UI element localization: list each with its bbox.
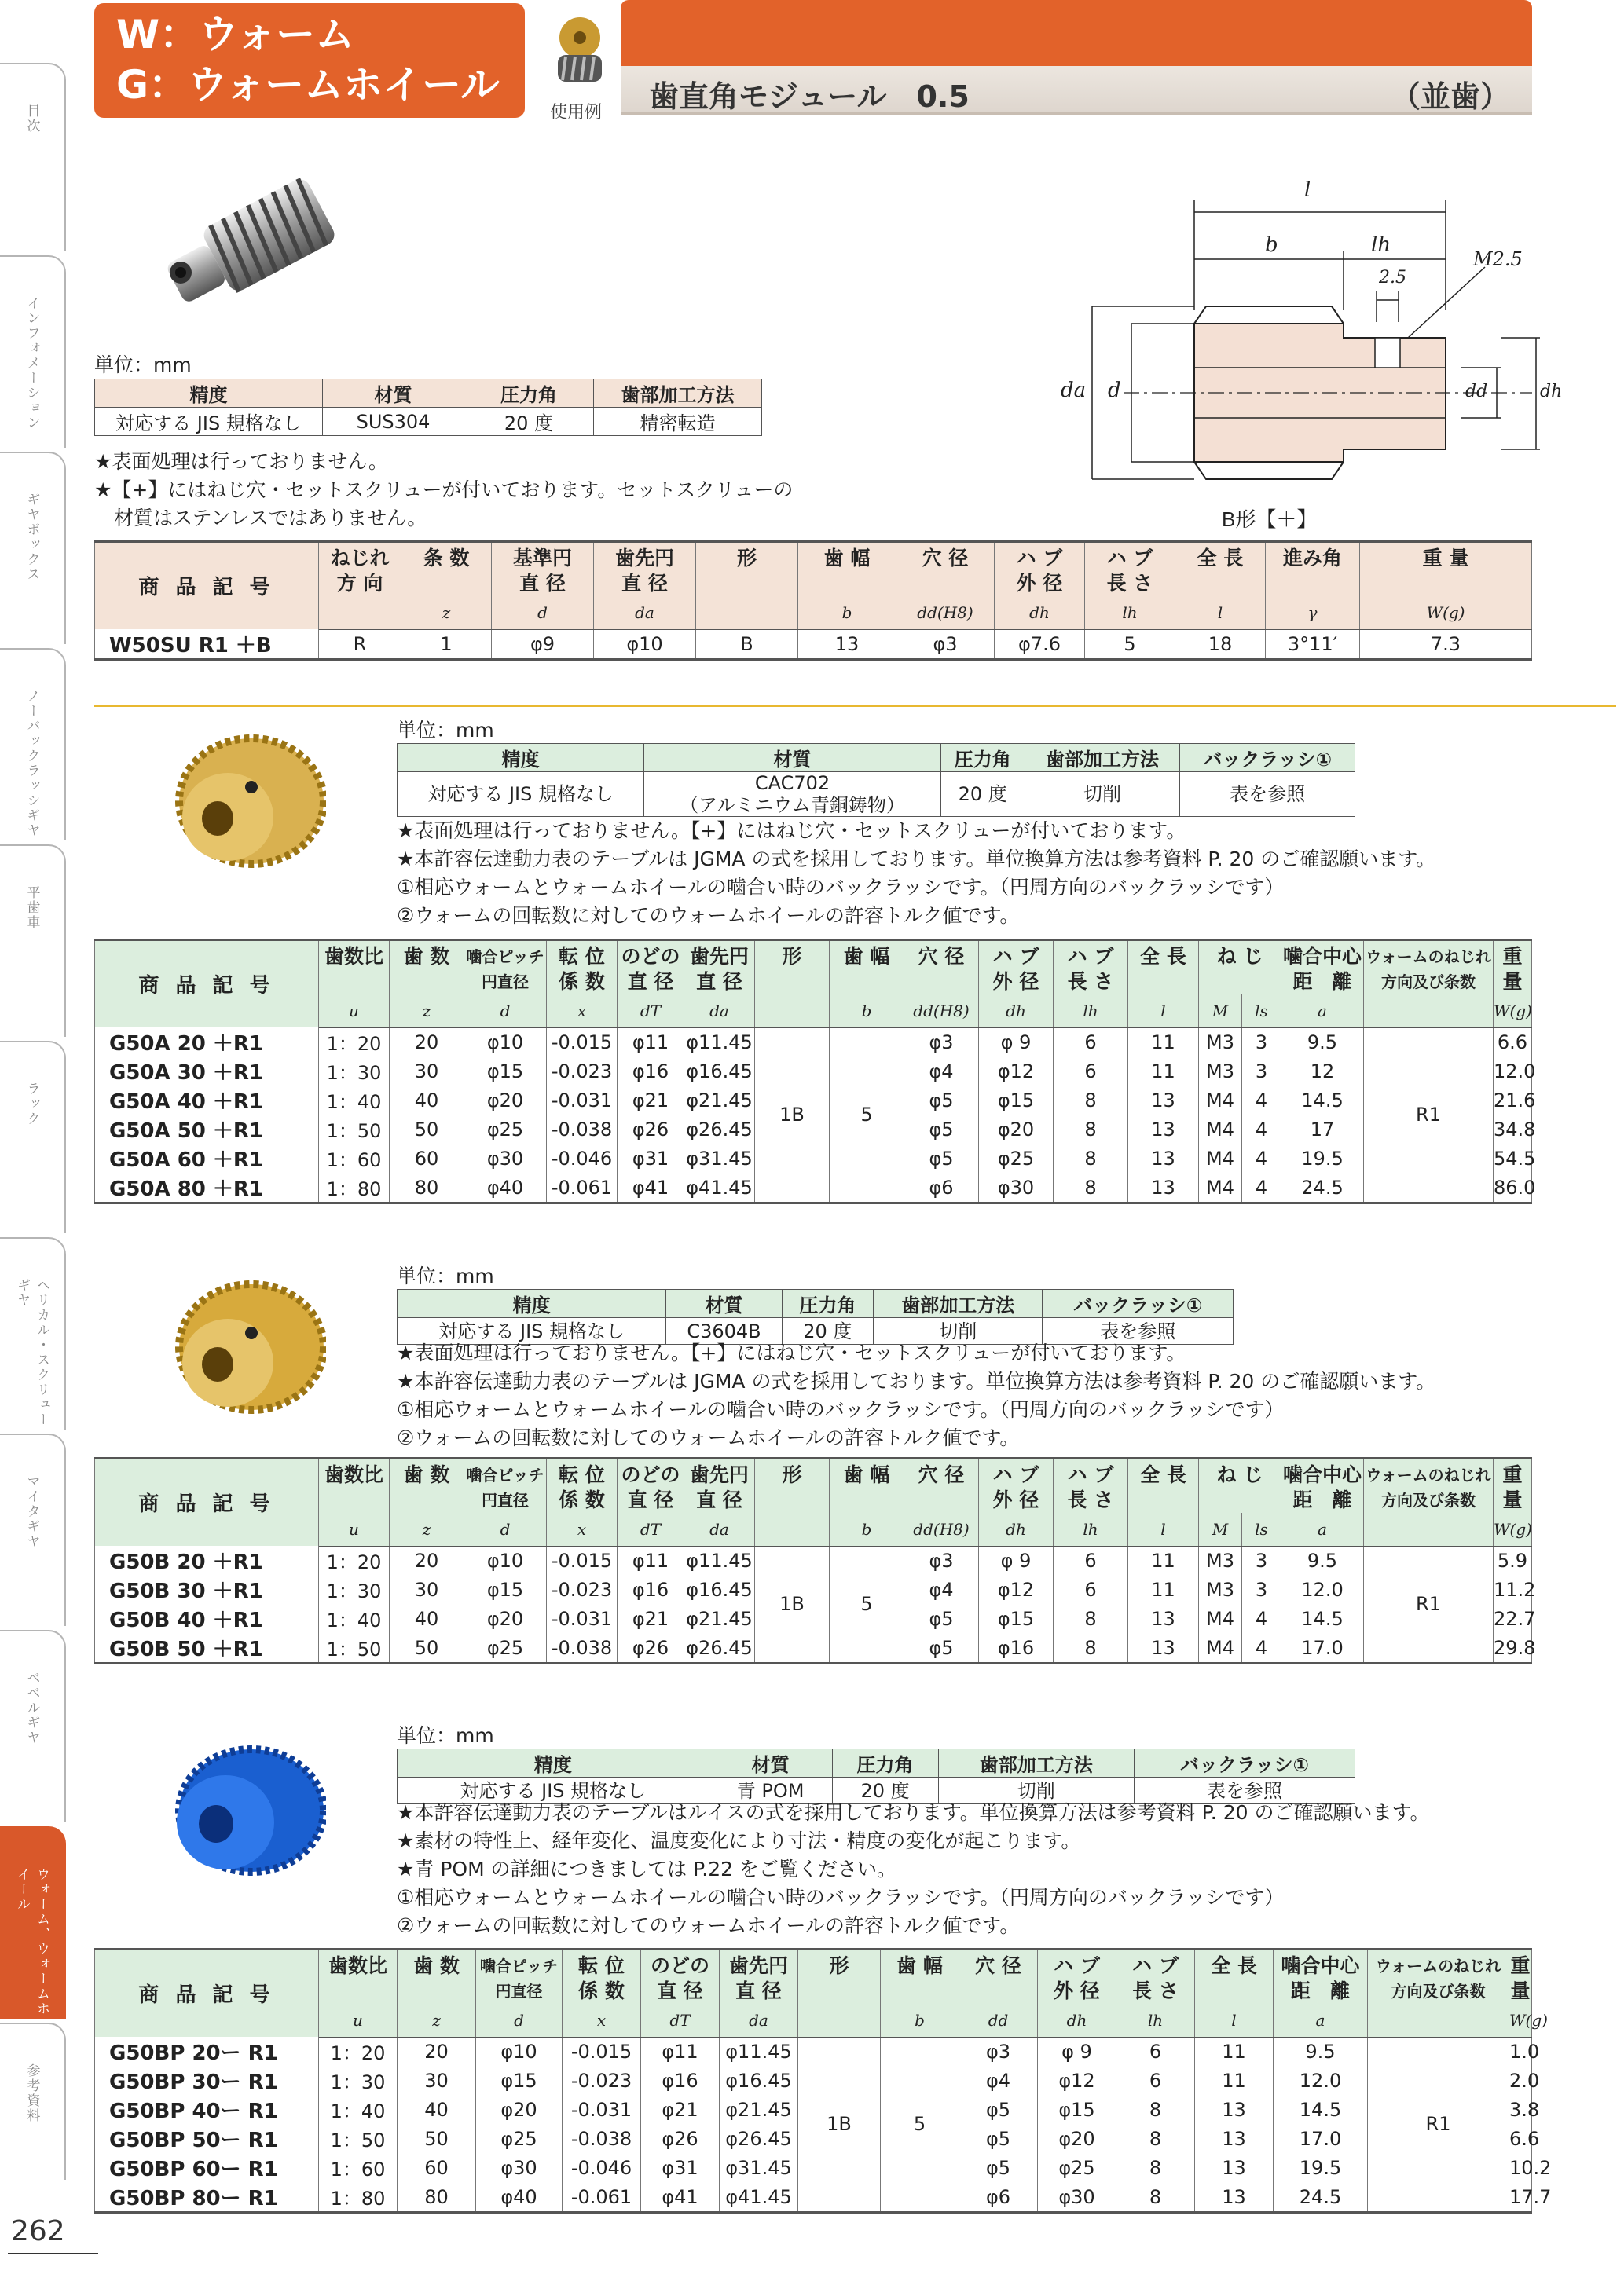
- side-tab-contents[interactable]: 目次: [0, 63, 66, 251]
- side-tab-worm[interactable]: ウォーム、ウォームホイール: [0, 1826, 66, 2019]
- header-band: [621, 0, 1532, 66]
- dim-2-5: 2.5: [1379, 268, 1406, 287]
- dim-dd: dd: [1465, 382, 1488, 401]
- page-title: W：ウォーム G：ウォームホイール: [94, 3, 525, 118]
- dim-lh: lh: [1371, 233, 1391, 257]
- page-number-rule: [8, 2253, 98, 2254]
- pom-wheel-photo: [161, 1736, 326, 1885]
- table-row: G50A 20 ＋R1 1：20 20 φ10 -0.015 φ11 φ11.45 1B 5 φ3 φ 9 6 11 M3 3 9.5 R1 6.6: [95, 1027, 1532, 1056]
- bronze-wheel-photo: [161, 1276, 326, 1426]
- wheel-unit: 単位：mm: [397, 1265, 494, 1287]
- worm-dimension-diagram: [1045, 173, 1611, 542]
- wheel-table: 商 品 記 号 歯数比 歯 数 噛合ピッチ 円直径 転 位 係 数 のどの 直 径 歯先円 直 径 形 歯 幅 穴 径 ハ ブ 外 径 ハ ブ 長 さ 全 長 ね じ 噛合中心 距 離 ウォームのねじれ 方向及び条数 重 量 u z d x dT da b dd(H8) dh lh l M ls a W(g) G50A 20 ＋R1 1：20 20 φ10 -0.015 φ11 φ11.45 1B 5 φ3 φ 9 6 11 M3 3 9.5 R1 6.6 G50A 30 ＋R1 1：30 30 φ15 -0.023 φ16 φ16.45 φ4 φ12 6 11 M3 3 12 12.0 G50A 40 ＋R1 1：40 40 φ20 -0.031 φ21 φ21.45 φ5 φ15 8 13 M4 4 14.5 21.6 G50A 50 ＋R1 1：50 50 φ25 -0.038 φ26 φ26.45 φ5 φ20 8 13 M4 4 17 34.8 G50A 60 ＋R1 1：60 60 φ30 -0.046 φ31 φ31.45 φ5 φ25 8 13 M4 4 19.5 54.5 G50A 80 ＋R1 1：80 80 φ40 -0.061 φ41 φ41.45 φ6 φ30 8 13 M4 4 24.5 86.0: [94, 939, 1532, 1204]
- side-tab-miter[interactable]: マイタギヤ: [0, 1434, 66, 1626]
- dim-da: da: [1061, 379, 1087, 402]
- table-row: G50A 80 ＋R1 1：80 80 φ40 -0.061 φ41 φ41.45 φ6 φ30 8 13 M4 4 24.5 86.0: [95, 1173, 1532, 1203]
- wheel-notes: ★表面処理は行っておりません。【+】にはねじ穴・セットスクリューが付いております。 ★本許容伝達動力表のテーブルは JGMA の式を採用しております。単位換算方法は参考資料 P. 20 のご確認願います。 ①相応ウォームとウォームホイールの噛合い時のバックラッシです。（円周方向のバックラッシです） ②ウォームの回転数に対してのウォームホイールの許容トルク値です。: [397, 1342, 1436, 1449]
- table-row: G50B 50 ＋R1 1：50 50 φ25 -0.038 φ26 φ26.45 φ5 φ16 8 13 M4 4 17.0 29.8: [95, 1633, 1532, 1664]
- bronze-wheel-photo: [161, 731, 326, 880]
- table-row: G50B 40 ＋R1 1：40 40 φ20 -0.031 φ21 φ21.45 φ5 φ15 8 13 M4 4 14.5 22.7: [95, 1604, 1532, 1633]
- tooth-type: （並歯）: [1390, 79, 1510, 114]
- worm-notes: ★表面処理は行っておりません。 ★【+】にはねじ穴・セットスクリューが付いております。セットスクリューの 材質はステンレスではありません。: [94, 450, 794, 529]
- side-tab-spur[interactable]: 平歯車: [0, 844, 66, 1037]
- dim-dh: dh: [1540, 382, 1563, 401]
- module-subtitle: 歯直角モジュール 0.5: [649, 79, 970, 114]
- diagram-caption: B形【＋】: [1222, 507, 1318, 531]
- wheel-spec-table: 精度 材質 圧力角 歯部加工方法 バックラッシ① 対応する JIS 規格なし 青 POM 20 度 切削 表を参照: [397, 1749, 1355, 1804]
- table-row: W50SU R1 ＋B R 1 φ9 φ10 B 13 φ3 φ7.6 5 18 3°11′ 7.3: [95, 629, 1532, 660]
- table-row: G50BP 50ー R1 1：50 50 φ25 -0.038 φ26 φ26.45 φ5 φ20 8 13 17.0 6.6: [95, 2124, 1532, 2153]
- side-tab-gearbox[interactable]: ギヤボックス: [0, 452, 66, 644]
- side-tab-helical[interactable]: ヘリカル・スクリューギヤ: [0, 1237, 66, 1430]
- table-row: G50B 30 ＋R1 1：30 30 φ15 -0.023 φ16 φ16.45 φ4 φ12 6 11 M3 3 12.0 11.2: [95, 1575, 1532, 1604]
- worm-table: 商 品 記 号 ねじれ 方 向 条 数 基準円 直 径 歯先円 直 径 形 歯 幅 穴 径 ハ ブ 外 径 ハ ブ 長 さ 全 長 進み角 重 量 z d da b dd(H8) dh lh l γ W(g) W50SU R1 ＋B R 1 φ9 φ10 B 13 φ3 φ7.6 5 18 3°11′ 7.3: [94, 540, 1532, 661]
- side-tab-information[interactable]: インフォメーション: [0, 255, 66, 448]
- dim-l: l: [1304, 178, 1311, 202]
- page-number: 262: [11, 2215, 65, 2247]
- side-tab-bevel[interactable]: ベベルギヤ: [0, 1630, 66, 1822]
- side-tab-rack[interactable]: ラック: [0, 1041, 66, 1233]
- dim-d: d: [1108, 379, 1121, 402]
- table-row: G50A 30 ＋R1 1：30 30 φ15 -0.023 φ16 φ16.45 φ4 φ12 6 11 M3 3 12 12.0: [95, 1056, 1532, 1086]
- dim-b: b: [1265, 233, 1278, 257]
- table-row: G50BP 20ー R1 1：20 20 φ10 -0.015 φ11 φ11.45 1B 5 φ3 φ 9 6 11 9.5 R1 1.0: [95, 2037, 1532, 2066]
- wheel-notes: ★本許容伝達動力表のテーブルはルイスの式を採用しております。単位換算方法は参考資料 P. 20 のご確認願います。 ★素材の特性上、経年変化、温度変化により寸法・精度の変化が起こります。 ★青 POM の詳細につきましては P.22 をご覧ください。 ①相応ウォームとウォームホイールの噛合い時のバックラッシです。（円周方向のバックラッシです） ②ウォームの回転数に対してのウォームホイールの許容トルク値です。: [397, 1801, 1430, 1937]
- usage-example-label: 使用例: [550, 103, 603, 123]
- wheel-table: 商 品 記 号 歯数比 歯 数 噛合ピッチ 円直径 転 位 係 数 のどの 直 径 歯先円 直 径 形 歯 幅 穴 径 ハ ブ 外 径 ハ ブ 長 さ 全 長 噛合中心 距 離 ウォームのねじれ 方向及び条数 重 量 u z d x dT da b dd dh lh l a W(g) G50BP 20ー R1 1：20 20 φ10 -0.015 φ11 φ11.45 1B 5 φ3 φ 9 6 11 9.5 R1 1.0 G50BP 30ー R1 1：30 30 φ15 -0.023 φ16 φ16.45 φ4 φ12 6 11 12.0 2.0 G50BP 40ー R1 1：40 40 φ20 -0.031 φ21 φ21.45 φ5 φ15 8 13 14.5 3.8 G50BP 50ー R1 1：50 50 φ25 -0.038 φ26 φ26.45 φ5 φ20 8 13 17.0 6.6 G50BP 60ー R1 1：60 60 φ30 -0.046 φ31 φ31.45 φ5 φ25 8 13 19.5 10.2 G50BP 80ー R1 1：80 80 φ40 -0.061 φ41 φ41.45 φ6 φ30 8 13 24.5 17.7: [94, 1948, 1532, 2214]
- worm-spec-table: 精度 材質 圧力角 歯部加工方法 対応する JIS 規格なし SUS304 20 度 精密転造: [94, 379, 762, 436]
- side-tab-reference[interactable]: 参考資料: [0, 2023, 66, 2180]
- wheel-notes: ★表面処理は行っておりません。【+】にはねじ穴・セットスクリューが付いております。 ★本許容伝達動力表のテーブルは JGMA の式を採用しております。単位換算方法は参考資料 P. 20 のご確認願います。 ①相応ウォームとウォームホイールの噛合い時のバックラッシです。（円周方向のバックラッシです） ②ウォームの回転数に対してのウォームホイールの許容トルク値です。: [397, 819, 1436, 927]
- wheel-table: 商 品 記 号 歯数比 歯 数 噛合ピッチ 円直径 転 位 係 数 のどの 直 径 歯先円 直 径 形 歯 幅 穴 径 ハ ブ 外 径 ハ ブ 長 さ 全 長 ね じ 噛合中心 距 離 ウォームのねじれ 方向及び条数 重 量 u z d x dT da b dd(H8) dh lh l M ls a W(g) G50B 20 ＋R1 1：20 20 φ10 -0.015 φ11 φ11.45 1B 5 φ3 φ 9 6 11 M3 3 9.5 R1 5.9 G50B 30 ＋R1 1：30 30 φ15 -0.023 φ16 φ16.45 φ4 φ12 6 11 M3 3 12.0 11.2 G50B 40 ＋R1 1：40 40 φ20 -0.031 φ21 φ21.45 φ5 φ15 8 13 M4 4 14.5 22.7 G50B 50 ＋R1 1：50 50 φ25 -0.038 φ26 φ26.45 φ5 φ16 8 13 M4 4 17.0 29.8: [94, 1457, 1532, 1664]
- table-row: G50B 20 ＋R1 1：20 20 φ10 -0.015 φ11 φ11.45 1B 5 φ3 φ 9 6 11 M3 3 9.5 R1 5.9: [95, 1546, 1532, 1575]
- table-row: G50A 40 ＋R1 1：40 40 φ20 -0.031 φ21 φ21.45 φ5 φ15 8 13 M4 4 14.5 21.6: [95, 1086, 1532, 1115]
- wheel-spec-table: 精度 材質 圧力角 歯部加工方法 バックラッシ① 対応する JIS 規格なし CAC702 （アルミニウム青銅鋳物） 20 度 切削 表を参照: [397, 743, 1355, 817]
- wheel-unit: 単位：mm: [397, 1724, 494, 1747]
- wheel-unit: 単位：mm: [397, 719, 494, 742]
- worm-unit: 単位：mm: [94, 353, 192, 376]
- dim-m25: M2.5: [1473, 248, 1523, 270]
- side-tab-no-backlash[interactable]: ノーバックラッシギヤ: [0, 648, 66, 840]
- worm-photo: [149, 177, 354, 310]
- section-divider: [94, 705, 1616, 707]
- usage-example-image: [542, 8, 613, 94]
- table-row: G50BP 60ー R1 1：60 60 φ30 -0.046 φ31 φ31.45 φ5 φ25 8 13 19.5 10.2: [95, 2153, 1532, 2182]
- table-row: G50A 60 ＋R1 1：60 60 φ30 -0.046 φ31 φ31.45 φ5 φ25 8 13 M4 4 19.5 54.5: [95, 1144, 1532, 1173]
- table-row: G50BP 40ー R1 1：40 40 φ20 -0.031 φ21 φ21.45 φ5 φ15 8 13 14.5 3.8: [95, 2095, 1532, 2124]
- table-row: G50A 50 ＋R1 1：50 50 φ25 -0.038 φ26 φ26.45 φ5 φ20 8 13 M4 4 17 34.8: [95, 1115, 1532, 1144]
- header-subtitle-strip: [621, 66, 1532, 115]
- table-row: G50BP 30ー R1 1：30 30 φ15 -0.023 φ16 φ16.45 φ4 φ12 6 11 12.0 2.0: [95, 2066, 1532, 2095]
- table-row: G50BP 80ー R1 1：80 80 φ40 -0.061 φ41 φ41.45 φ6 φ30 8 13 24.5 17.7: [95, 2182, 1532, 2213]
- wheel-spec-table: 精度 材質 圧力角 歯部加工方法 バックラッシ① 対応する JIS 規格なし C3604B 20 度 切削 表を参照: [397, 1289, 1234, 1345]
